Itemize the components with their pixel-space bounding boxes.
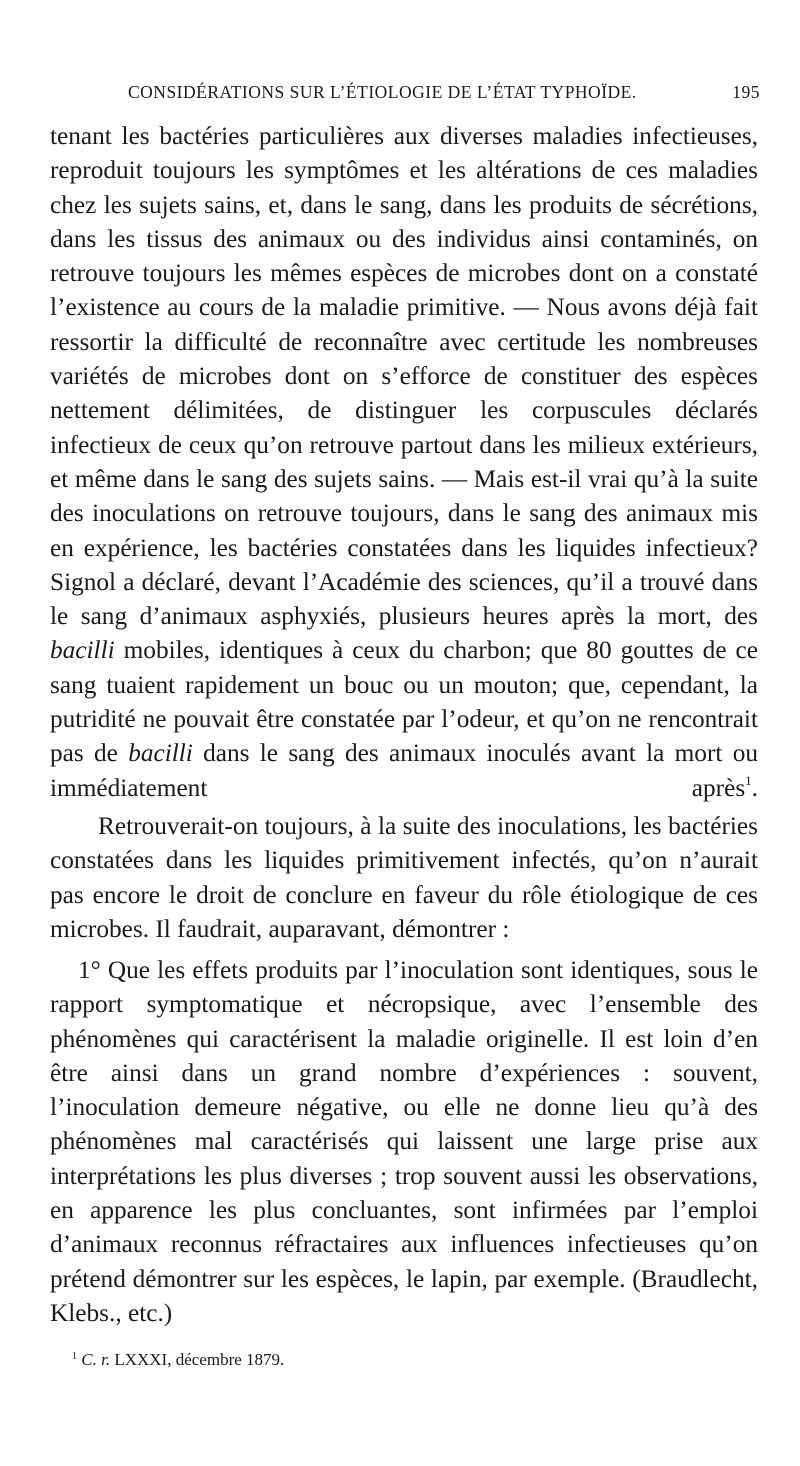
italic-term-bacilli-2: bacilli — [128, 739, 193, 768]
list-number: 1° — [78, 956, 101, 984]
paragraph-3-text: Que les effets produits par l’inoculation sont identiques, sous le rapport symptomatique et nécropsique, avec l’ensemble des phénomènes qui caractérisent la maladie originelle. Il est loin d’en être ainsi dans un grand nombre d’expériences : souvent, l’inoculation demeure négative, ou elle ne donne lieu qu’à des phénomènes mal caractérisés qui laissent une large prise aux interprétations les plus diverses ; trop souvent aussi les observations, en apparence les plus concluantes, sont infirmées par l’emploi d’animaux reconnus réfractaires aux influences infectieuses qu’on prétend démontrer sur les espèces, le lapin, par exemple. (Braudlecht, Klebs., etc.) — [50, 956, 758, 1327]
paragraph-1-text-b: mobiles, identiques à ceux du charbon; que 80 gouttes de ce sang tuaient rapidement un bouc ou un mouton; que, cependant, la putridité ne pouvait être constatée par l’odeur, et qu’on ne rencontrait pas de — [50, 636, 758, 768]
page-number: 195 — [732, 82, 760, 102]
footnote-abbrev: C. r. — [81, 1350, 111, 1369]
paragraph-1 — [50, 119, 758, 807]
paragraph-3 — [50, 953, 758, 1327]
paragraph-2: Retrouverait-on toujours, à la suite des inoculations, les bactéries constatées dans les liquides primitivement infectés, qu’on n’aurait pas encore le droit de conclure en faveur du rôle étiologique de ces microbes. Il faudrait, auparavant, démontrer : — [50, 812, 758, 943]
italic-term-bacilli-1: bacilli — [50, 636, 115, 665]
running-header — [84, 82, 760, 110]
paragraph-1-text-a: tenant les bactéries particulières aux diverses maladies infectieuses, reproduit toujours les symptômes et les altérations de ces maladies chez les sujets sains, et, dans le sang, dans les produits de sécrétions, dans les tissus des animaux ou des individus ainsi contaminés, on retrouve toujours les mêmes espèces de microbes dont on a constaté l’existence au cours de la maladie primitive. — Nous avons déjà fait ressortir la difficulté de reconnaître avec certitude les nombreuses variétés de microbes dont on s’efforce de constituer des espèces nettement délimitées, de distinguer les corpuscules déclarés infectieux de ceux qu’on retrouve partout dans les milieux extérieurs, et même dans le sang des sujets sains. — Mais est-il vrai qu’à la suite des inoculations on retrouve toujours, dans le sang des animaux mis en expérience, les bactéries constatées dans les liquides infectieux? Signol a déclaré, devant l’Académie des sciences, qu’il a trouvé dans le sang d’animaux asphyxiés, plusieurs heures après la mort, des — [50, 122, 758, 631]
paragraph-1-text-d: . — [751, 773, 758, 802]
footnote-text: LXXXI, décembre 1879. — [110, 1350, 285, 1369]
running-title: CONSIDÉRATIONS SUR L’ÉTIOLOGIE DE L’ÉTAT TYPHOÏDE. — [128, 82, 637, 102]
footnote-mark: 1 — [72, 1351, 77, 1362]
footnote-reference: 1 — [745, 772, 752, 788]
paragraph-1-text-c: dans le sang des animaux inoculés avant la mort ou immédiatement après — [50, 739, 758, 802]
footnote — [72, 1350, 284, 1370]
